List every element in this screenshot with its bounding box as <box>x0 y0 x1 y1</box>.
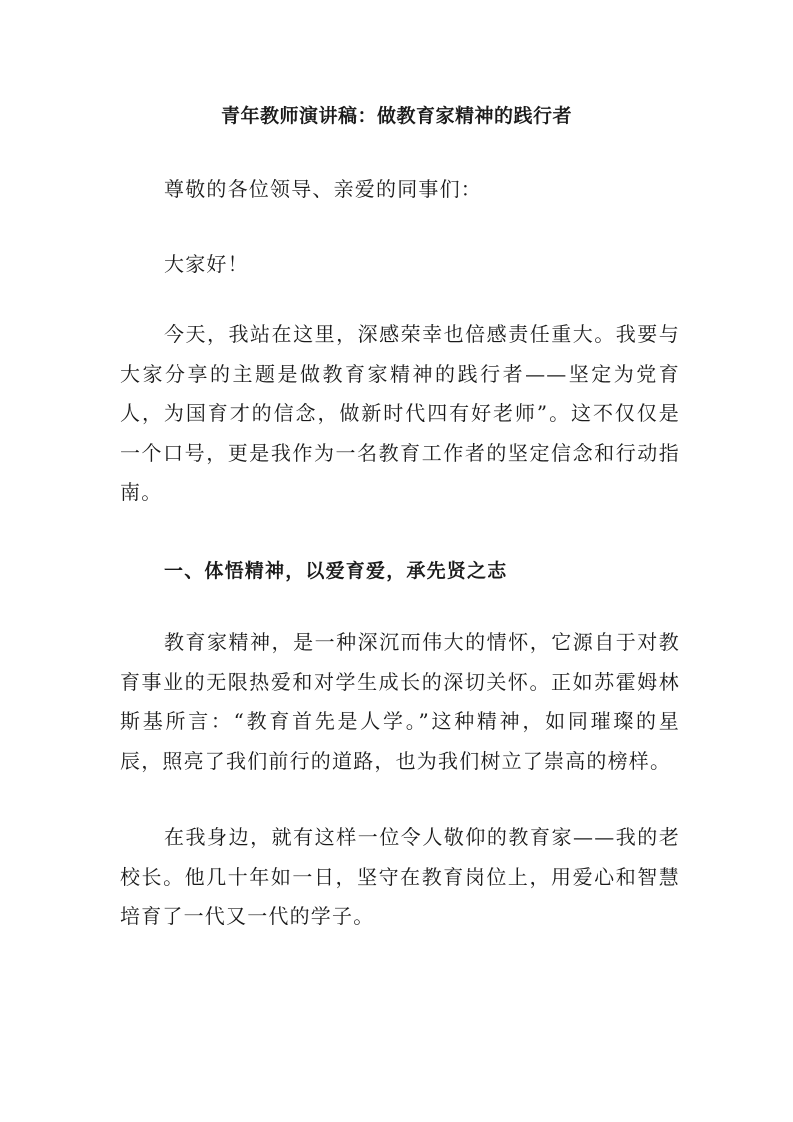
salutation-paragraph: 大家好！ <box>164 252 249 276</box>
body-paragraph: 教育家精神，是一种深沉而伟大的情怀，它源自于对教育事业的无限热爱和对学生成长的深切关怀。正如苏霍姆林斯基所言：“教育首先是人学。”这种精神，如同璀璨的星辰，照亮了我们前行的道路，也为我们树立了崇高的榜样。 <box>120 630 680 773</box>
section-heading: 一、体悟精神，以爱育爱，承先贤之志 <box>164 560 508 582</box>
greeting-paragraph: 尊敬的各位领导、亲爱的同事们： <box>164 177 482 201</box>
body-paragraph: 在我身边，就有这样一位令人敬仰的教育家——我的老校长。他几十年如一日，坚守在教育岗位上，用爱心和智慧培育了一代又一代的学子。 <box>120 825 680 928</box>
intro-paragraph: 今天，我站在这里，深感荣幸也倍感责任重大。我要与大家分享的主题是做教育家精神的践行者——坚定为党育人，为国育才的信念，做新时代四有好老师”。这不仅仅是一个口号，更是我作为一名教育工作者的坚定信念和行动指南。 <box>120 322 680 504</box>
document-title: 青年教师演讲稿：做教育家精神的践行者 <box>220 105 572 127</box>
